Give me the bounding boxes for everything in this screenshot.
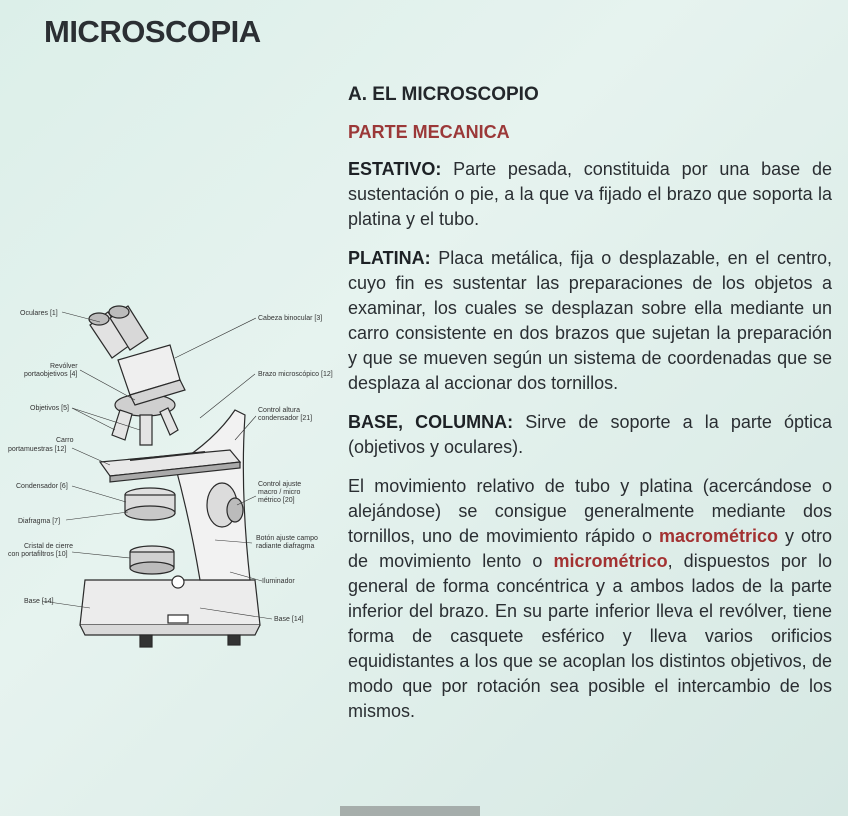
text-platina: Placa metálica, fija o desplazable, en el centro, cuyo fin es sustentar las preparaciones de los objetos a examinar, los cuales se desplazan sobre ella mediante un carro consistente en dos brazos que sujetan la preparación y que se mueven según un sistema de coordenadas que se desplaza al accionar dos tornillos.: [348, 248, 832, 393]
highlight-macrometrico: macrométrico: [658, 526, 779, 546]
slide-title: MICROSCOPIA: [44, 14, 261, 49]
label-cabeza: Cabeza binocular [3]: [258, 315, 323, 322]
content-column: [340, 84, 832, 738]
label-carro: Carro: [56, 437, 74, 444]
text-base-columna: Sirve de soporte a la parte óptica (objetivos y oculares).: [348, 412, 833, 457]
label-revolver-2: portaobjetivos [4]: [24, 371, 78, 378]
label-oculares: Oculares [1]: [20, 310, 58, 317]
section-heading: A. EL MICROSCOPIO: [348, 84, 539, 105]
term-base-columna: BASE, COLUMNA:: [348, 412, 514, 432]
paragraph-movimiento: [348, 474, 832, 724]
term-platina: PLATINA:: [348, 248, 431, 268]
label-control-ajuste-3: métrico [20]: [258, 497, 295, 504]
label-condensador: Condensador [6]: [16, 483, 68, 490]
label-boton-2: radiante diafragma: [256, 543, 315, 550]
paragraph-base-columna: [348, 410, 832, 460]
paragraph-estativo: [348, 157, 832, 232]
label-cristal-2: con portafiltros [10]: [8, 551, 68, 558]
paragraph-platina: [348, 246, 832, 396]
term-estativo: ESTATIVO:: [348, 159, 442, 179]
text-movimiento-a: El movimiento relativo de tubo y platina (acercándose o alejándose) se consigue generalmente mediante dos tornillos, uno de movimiento rápido o: [348, 476, 832, 546]
label-carro-2: portamuestras [12]: [8, 446, 67, 453]
highlight-micrometrico: micrométrico: [553, 551, 668, 571]
label-brazo: Brazo microscópico [12]: [258, 371, 333, 378]
label-control-ajuste: Control ajuste: [258, 481, 302, 488]
label-cristal: Cristal de cierre: [24, 543, 74, 550]
text-movimiento-b: y otro de movimiento lento o: [348, 526, 832, 571]
label-revolver: Revólver: [50, 363, 78, 370]
sub-heading: PARTE MECANICA: [348, 122, 510, 142]
label-objetivos: Objetivos [5]: [30, 405, 69, 412]
label-base-right: Base [14]: [274, 616, 304, 623]
label-boton: Botón ajuste campo: [256, 535, 318, 542]
label-base-left: Base [14]: [24, 598, 54, 605]
label-iluminador: Iluminador: [262, 578, 295, 585]
label-control-altura-2: condensador [21]: [258, 415, 313, 422]
text-movimiento-c: , dispuestos por lo general de forma concéntrica y a ambos lados de la parte inferior del brazo. En su parte inferior lleva el revólver, tiene forma de casquete esférico y lleva varios orificios equidistantes a los que se acoplan los distintos objetivos, de modo que por rotación sea posible el intercambio de los mismos.: [348, 551, 832, 721]
microscope-illustration: [0, 290, 340, 670]
label-diafragma: Diafragma [7]: [18, 518, 61, 525]
text-estativo: Parte pesada, constituida por una base de sustentación o pie, a la que va fijado el brazo que soporta la platina y el tubo.: [348, 159, 832, 229]
bottom-edge-shadow: [340, 806, 480, 816]
microscope-diagram: [0, 290, 340, 670]
label-control-ajuste-2: macro / micro: [258, 489, 301, 496]
label-control-altura: Control altura: [258, 407, 301, 414]
